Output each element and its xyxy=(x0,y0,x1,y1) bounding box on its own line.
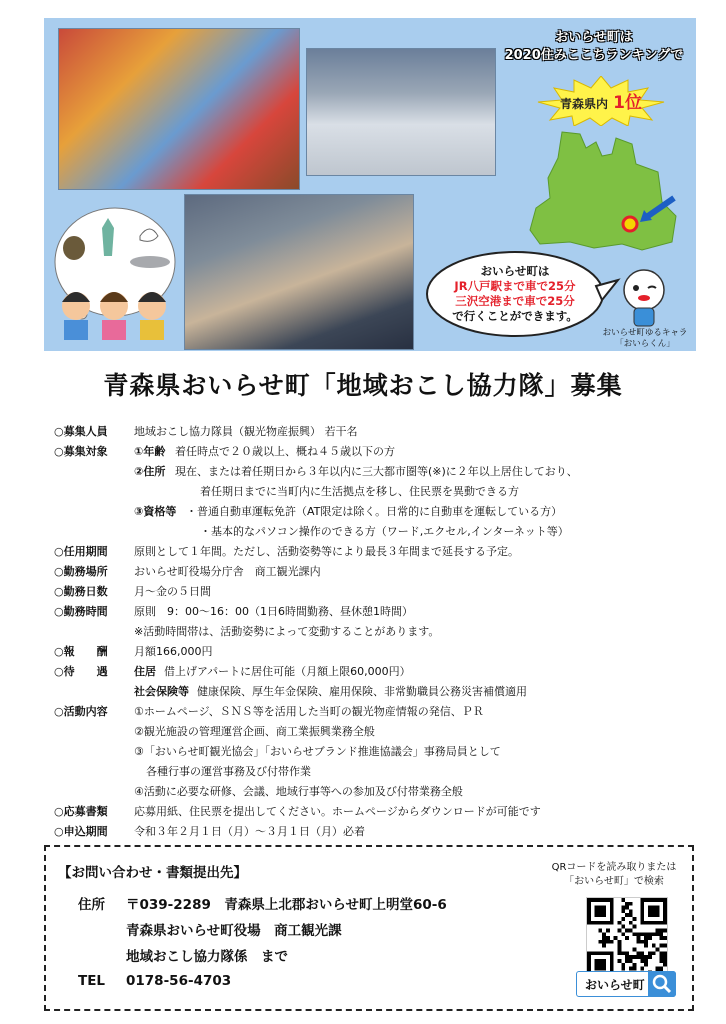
row-label: ○勤務日数 xyxy=(54,585,108,598)
contact-heading: 【お問い合わせ・書類提出先】 xyxy=(58,865,247,881)
detail-row xyxy=(54,442,694,462)
magnifier-icon xyxy=(648,971,676,997)
beach-fishing-photo xyxy=(306,48,496,176)
detail-row xyxy=(54,662,694,682)
rank-badge xyxy=(536,88,666,113)
row-value: ②観光施設の管理運営企画、商工業振興業務全般 xyxy=(134,725,375,738)
ranking-callout xyxy=(496,24,692,134)
row-value: 着任時点で２０歳以上、概ね４５歳以下の方 xyxy=(175,445,395,458)
team-name: 地域おこし協力隊係 まで xyxy=(126,949,288,965)
detail-row xyxy=(54,462,694,482)
row-label: ○勤務時間 xyxy=(54,605,108,618)
row-value: 着任期日までに当町内に生活拠点を移し、住民票を異動できる方 xyxy=(200,485,519,498)
qr-caption xyxy=(532,861,696,889)
detail-row xyxy=(54,482,694,502)
row-value: おいらせ町役場分庁舎 商工観光課内 xyxy=(134,565,321,578)
row-sublabel: 住居 xyxy=(134,665,156,678)
thought-illustration xyxy=(52,206,178,346)
row-value: 健康保険、厚生年金保険、雇用保険、非常勤職員公務災害補償適用 xyxy=(197,685,527,698)
qr-caption-line1: QRコードを読み取りまたは xyxy=(551,862,677,873)
qr-caption-line2: 「おいらせ町」で検索 xyxy=(564,876,664,887)
mascot-caption-line2: 「おいらくん」 xyxy=(615,339,675,349)
tel-label: TEL xyxy=(78,973,106,989)
row-label: ○待 遇 xyxy=(54,665,108,678)
detail-row xyxy=(54,682,694,702)
row-value: 地域おこし協力隊員（観光物産振興） 若干名 xyxy=(134,425,358,438)
detail-row xyxy=(54,542,694,562)
hero-banner xyxy=(44,18,696,351)
row-value: 各種行事の運営事務及び付帯作業 xyxy=(146,765,311,778)
detail-row xyxy=(54,602,694,622)
detail-row xyxy=(54,702,694,722)
detail-row xyxy=(54,642,694,662)
row-value: ④活動に必要な研修、会議、地域行事等への参加及び付帯業務全般 xyxy=(134,785,463,798)
row-value: ③「おいらせ町観光協会」「おいらせブランド推進協議会」事務局員として xyxy=(134,745,501,758)
detail-row xyxy=(54,622,694,642)
rank-prefix: 青森県内 xyxy=(560,97,609,111)
detail-row xyxy=(54,522,694,542)
qr-code[interactable] xyxy=(586,897,668,979)
row-value: 原則 9：00～16：00（1日6時間勤務、昼休憩1時間） xyxy=(134,605,413,618)
detail-row xyxy=(54,722,694,742)
detail-row xyxy=(54,562,694,582)
access-line1: おいらせ町は xyxy=(480,264,550,278)
row-label: ○活動内容 xyxy=(54,705,108,718)
row-label: ○募集人員 xyxy=(54,425,108,438)
access-line2: JR八戸駅まで車で25分 xyxy=(454,279,576,293)
detail-row xyxy=(54,582,694,602)
access-bubble xyxy=(424,250,606,342)
row-value: ・普通自動車運転免許（AT限定は除く。日常的に自動車を運転している方） xyxy=(186,505,563,518)
address: 〒039-2289 青森県上北郡おいらせ町上明堂60-6 xyxy=(126,897,447,913)
row-label: ○申込期間 xyxy=(54,825,108,838)
row-value: 原則として１年間。ただし、活動姿勢等により最長３年間まで延長する予定。 xyxy=(134,545,519,558)
row-sublabel: 社会保険等 xyxy=(134,685,189,698)
row-value: 令和３年２月１日（月）～３月１日（月）必着 xyxy=(134,825,365,838)
detail-row xyxy=(54,422,694,442)
row-label: ○報 酬 xyxy=(54,645,108,658)
access-line4: で行くことができます。 xyxy=(452,309,578,323)
row-value: ①ホームページ、ＳＮＳ等を活用した当町の観光物産情報の発信、ＰＲ xyxy=(134,705,484,718)
mascot-caption-line1: おいらせ町ゆるキャラ xyxy=(602,328,688,338)
row-value: 現在、または着任期日から３年以内に三大都市圏等(※)に２年以上居住しており、 xyxy=(175,465,578,478)
row-label: ○勤務場所 xyxy=(54,565,108,578)
salmon-catch-photo xyxy=(184,194,414,350)
detail-row xyxy=(54,502,694,522)
row-sublabel: ②住所 xyxy=(134,465,166,478)
detail-row xyxy=(54,742,694,762)
office-name: 青森県おいらせ町役場 商工観光課 xyxy=(126,923,342,939)
detail-row xyxy=(54,822,694,842)
search-text: おいらせ町 xyxy=(585,978,645,992)
search-button[interactable] xyxy=(648,971,676,997)
row-sublabel: ③資格等 xyxy=(134,505,177,518)
row-value: 月額166,000円 xyxy=(134,645,213,658)
row-value: 応募用紙、住民票を提出してください。ホームページからダウンロードが可能です xyxy=(134,805,541,818)
row-value: 借上げアパートに居住可能（月額上限60,000円） xyxy=(164,665,411,678)
row-value: ・基本的なパソコン操作のできる方（ワード,エクセル,インターネット等） xyxy=(200,525,569,538)
contact-box xyxy=(44,845,694,1011)
row-label: ○応募書類 xyxy=(54,805,108,818)
mascot-illustration xyxy=(616,266,672,330)
address-label: 住所 xyxy=(78,897,105,913)
detail-row xyxy=(54,802,694,822)
detail-row xyxy=(54,762,694,782)
row-sublabel: ①年齢 xyxy=(134,445,166,458)
row-value: ※活動時間帯は、活動姿勢によって変動することがあります。 xyxy=(134,625,440,638)
row-label: ○任用期間 xyxy=(54,545,108,558)
row-label: ○募集対象 xyxy=(54,445,108,458)
mascot-caption xyxy=(590,328,700,350)
access-line3: 三沢空港まで車で25分 xyxy=(455,294,575,308)
page-title: 青森県おいらせ町「地域おこし協力隊」募集 xyxy=(103,371,623,400)
festival-float-photo xyxy=(58,28,300,190)
row-value: 月～金の５日間 xyxy=(134,585,211,598)
ranking-line2: 2020住みここちランキングで xyxy=(504,48,684,63)
tel-number: 0178-56-4703 xyxy=(126,973,232,989)
ranking-line1: おいらせ町は xyxy=(555,30,633,45)
detail-row xyxy=(54,782,694,802)
aomori-map xyxy=(522,126,694,254)
search-box[interactable] xyxy=(576,971,676,997)
rank-value: 1位 xyxy=(613,93,642,113)
